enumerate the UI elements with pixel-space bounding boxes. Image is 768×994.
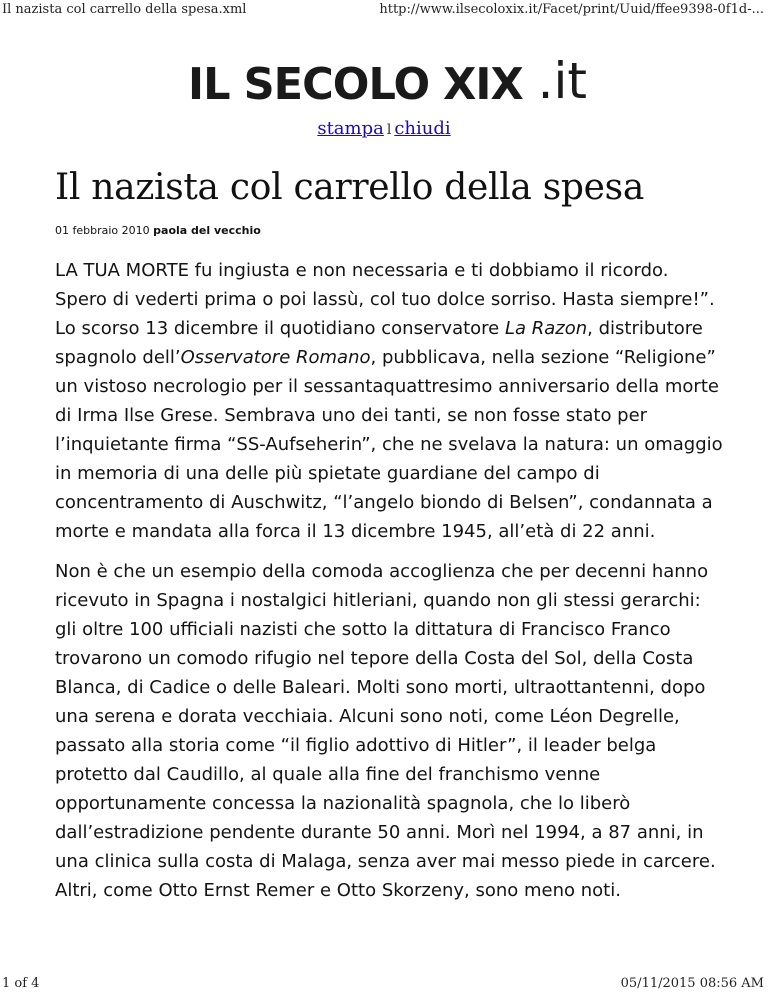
print-link[interactable]: stampa [317, 118, 384, 139]
article-byline [55, 224, 261, 237]
article-paragraph [55, 256, 723, 546]
close-link[interactable]: chiudi [394, 118, 451, 139]
paragraph-text: , pubblicava, nella sezione “Religione” un vistoso necrologio per il sessantaquattresimo anniversario della morte di Irma Ilse Grese. Sembrava uno dei tanti, se non fosse stato per l’inquietante firma “SS-Aufseherin”, che ne svelava la natura: un omaggio in memoria di una delle più spietate guardiane del campo di concentramento di Auschwitz, “l’angelo biondo di Belsen”, condannata a morte e mandata alla forca il 13 dicembre 1945, all’età di 22 anni. [55, 347, 723, 542]
print-footer [0, 972, 768, 994]
article-actions [0, 118, 768, 139]
paragraph-text: LA TUA MORTE fu ingiusta e non necessaria e ti dobbiamo il ricordo. Spero di vederti prima o poi lassù, col tuo dolce sorriso. Hasta siempre!”. Lo scorso 13 dicembre il quotidiano conservatore [55, 260, 715, 339]
article-title: Il nazista col carrello della spesa [55, 167, 644, 208]
paragraph-text: , distributore spagnolo dell’ [55, 318, 703, 368]
newspaper-name: La Razon [504, 318, 588, 339]
print-page-url: http://www.ilsecoloxix.it/Facet/print/Uuid/ffee9398-0f1d-... [379, 2, 764, 17]
print-page-title: Il nazista col carrello della spesa.xml [2, 2, 247, 17]
site-logo [188, 46, 587, 110]
site-logo-main: IL SECOLO XIX [188, 59, 523, 110]
article-body [55, 256, 723, 916]
article-paragraph: Non è che un esempio della comoda accoglienza che per decenni hanno ricevuto in Spagna i nostalgici hitleriani, quando non gli stessi gerarchi: gli oltre 100 ufficiali nazisti che sotto la dittatura di Francisco Franco trovarono un comodo rifugio nel tepore della Costa del Sol, della Costa Blanca, di Cadice o delle Baleari. Molti sono morti, ultraottantenni, dopo una serena e dorata vecchiaia. Alcuni sono noti, come Léon Degrelle, passato alla storia come “il figlio adottivo di Hitler”, il leader belga protetto dal Caudillo, al quale alla fine del franchismo venne opportunamente concessa la nazionalità spagnola, che lo liberò dall’estradizione pendente durante 50 anni. Morì nel 1994, a 87 anni, in una clinica sulla costa di Malaga, senza aver mai messo piede in carcere. Altri, come Otto Ernst Remer e Otto Skorzeny, sono meno noti. [55, 561, 716, 901]
site-logo-domain: .it [537, 52, 587, 110]
article-author: paola del vecchio [153, 224, 261, 237]
print-page-number: 1 of 4 [2, 976, 40, 991]
link-separator: l [386, 122, 392, 138]
print-header [0, 0, 768, 20]
newspaper-name: Osservatore Romano [180, 347, 371, 368]
article-date: 01 febbraio 2010 [55, 224, 150, 237]
print-timestamp: 05/11/2015 08:56 AM [620, 976, 764, 991]
